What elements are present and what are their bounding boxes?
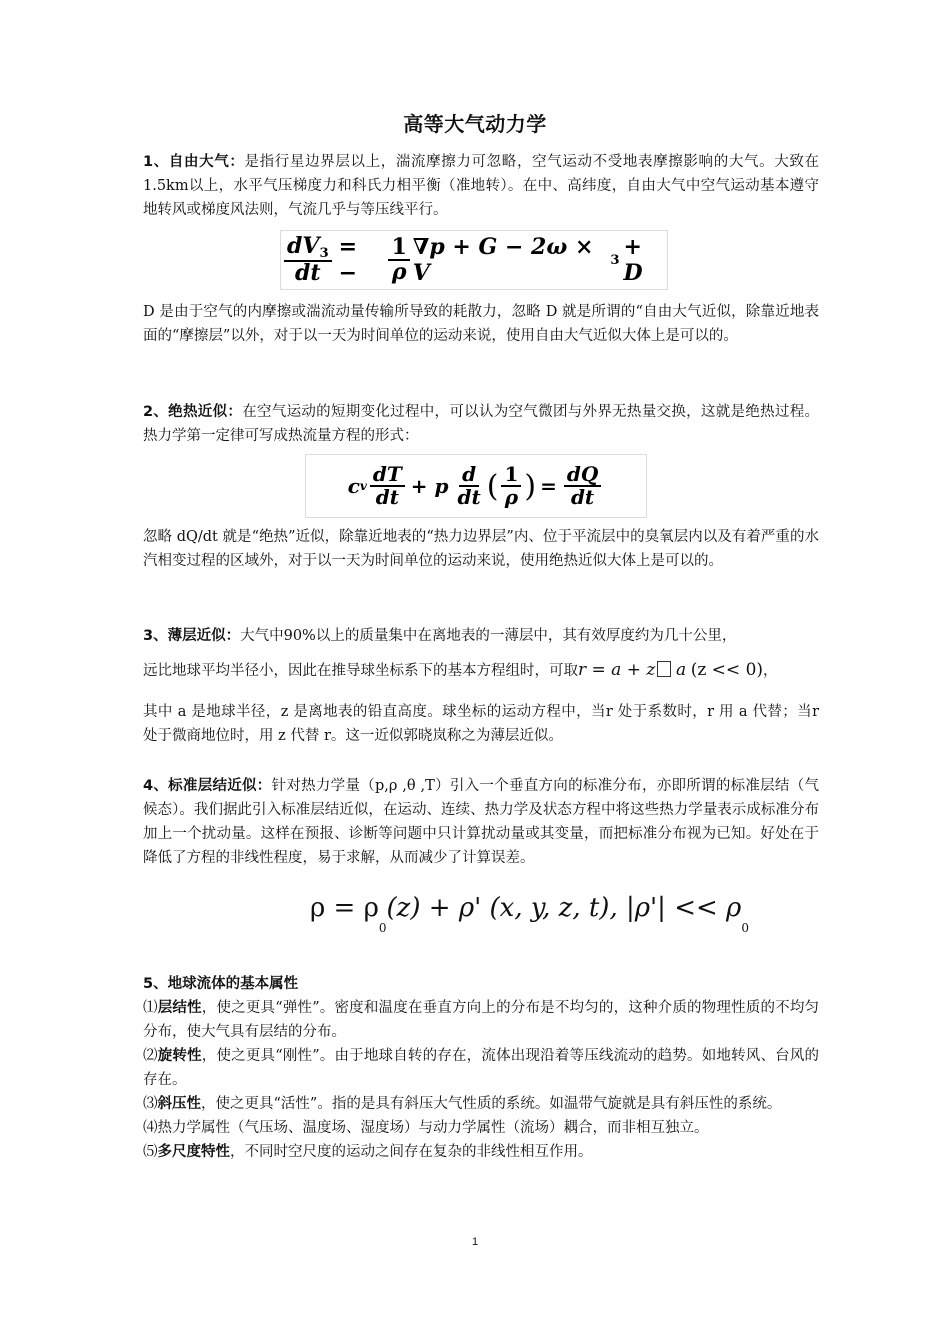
equation-operator: = − <box>338 234 358 286</box>
equation-subscript: 0 <box>378 921 387 935</box>
equation-term: + p <box>410 474 449 498</box>
section-standard-stratification <box>143 774 819 870</box>
equation-subscript: 3 <box>610 252 620 268</box>
list-item <box>143 1140 819 1164</box>
inline-equation: (z << 0) <box>690 660 764 680</box>
section-thin-layer-note <box>143 700 819 748</box>
equation-term: 1 <box>501 464 521 487</box>
section-adiabatic-note <box>143 525 819 573</box>
equation-term: + D <box>623 234 643 286</box>
list-number: ⑸ <box>143 1144 158 1160</box>
section-body: D 是由于空气的内摩擦或湍流动量传输所导致的耗散力，忽略 D 就是所谓的“自由大气近似，除靠近地表面的“摩擦层”以外，对于以一天为时间单位的运动来说，使用自由大气近似大体上是可以的。 <box>143 304 819 344</box>
list-number: ⑵ <box>143 1048 158 1064</box>
fraction <box>564 464 601 508</box>
equation-term: ρ <box>504 485 519 509</box>
list-text: ，不同时空尺度的运动之间存在复杂的非线性相互作用。 <box>230 1144 593 1160</box>
fraction <box>455 464 484 508</box>
list-keyword: 层结性 <box>157 1000 202 1016</box>
list-keyword: 旋转性 <box>157 1048 202 1064</box>
list-text: 热力学属性（气压场、温度场、湿度场）与动力学属性（流场）耦合，而非相互独立。 <box>157 1120 709 1136</box>
equation-term: ρ = ρ <box>310 893 379 923</box>
fraction <box>370 464 405 508</box>
equation-term: dt <box>457 485 481 509</box>
equation-term: dQ <box>564 464 601 487</box>
section-heading: 1、自由大气： <box>143 154 245 170</box>
list-text: ，使之更具“活性”。指的是具有斜压大气性质的系统。如温带气旋就是具有斜压性的系统。 <box>201 1096 782 1112</box>
section-body: 是指行星边界层以上，湍流摩擦力可忽略，空气运动不受地表摩擦影响的大气。大致在1.5km以上，水平气压梯度力和科氏力相平衡（准地转）。在中、高纬度，自由大气中空气运动基本遵守地转风或梯度风法则，气流几乎与等压线平行。 <box>143 154 819 218</box>
list-keyword: 多尺度特性 <box>157 1144 230 1160</box>
equation-term: ∇p + G − 2ω × V <box>412 234 594 286</box>
section-body: ， <box>763 663 778 679</box>
free-atmosphere-equation <box>280 230 668 290</box>
section-heading: 2、绝热近似： <box>143 404 243 420</box>
section-heading: 4、标准层结近似： <box>143 778 272 794</box>
section-body: 针对热力学量（p,ρ ,θ ,T）引入一个垂直方向的标准分布，亦即所谓的标准层结（气候态）。我们据此引入标准层结近似，在运动、连续、热力学及状态方程中将这些热力学量表示成标准分布加上一个扰动量。这样在预报、诊断等问题中只计算扰动量或其变量，而把标准分布视为已知。好处在于降低了方程的非线性程度，易于求解，从而减少了计算误差。 <box>143 778 819 866</box>
list-text: ，使之更具“刚性”。由于地球自转的存在，流体出现沿着等压线流动的趋势。如地转风、台风的存在。 <box>143 1048 820 1088</box>
equation-term: dV <box>287 232 320 259</box>
section-body: 忽略 dQ/dt 就是“绝热”近似，除靠近地表的“热力边界层”内、位于平流层中的臭氧层内以及有着严重的水汽相变过程的区域外，对于以一天为时间单位的运动来说，使用绝热近似大体上是可以的。 <box>143 529 819 569</box>
inline-equation: r = a + z <box>578 660 656 680</box>
fraction <box>388 233 409 285</box>
equation-term: 1 <box>388 236 409 261</box>
section-thin-layer <box>143 624 819 648</box>
equation-term: (z) + ρ' (x, y, z, t), |ρ'| << ρ <box>386 893 742 923</box>
equation-term: c <box>347 474 360 498</box>
page-number: 1 <box>471 1236 479 1248</box>
list-number: ⑶ <box>143 1096 158 1112</box>
list-item <box>143 1044 819 1092</box>
equation-term: d <box>459 464 479 487</box>
open-paren: ( <box>486 468 499 504</box>
list-number: ⑷ <box>143 1120 158 1136</box>
approx-symbol-icon <box>657 661 671 677</box>
section-free-atmosphere <box>143 150 819 222</box>
fraction <box>284 232 332 287</box>
list-text: ，使之更具“弹性”。密度和温度在垂直方向上的分布是不均匀的，这种介质的物理性质的不均匀分布，使大气具有层结的分布。 <box>143 1000 820 1040</box>
equation-term: dT <box>370 464 405 487</box>
equation-term: dt <box>375 485 399 509</box>
equation-term: dt <box>570 485 595 509</box>
equation-subscript: 0 <box>741 921 749 935</box>
section-heading: 5、地球流体的基本属性 <box>143 976 299 992</box>
equation-subscript: v <box>359 479 367 493</box>
equation-subscript: 3 <box>319 245 329 261</box>
inline-equation: a <box>675 660 687 680</box>
list-item <box>143 996 819 1044</box>
section-body: 在空气运动的短期变化过程中，可以认为空气微团与外界无热量交换，这就是绝热过程。热力学第一定律可写成热流量方程的形式： <box>143 404 820 444</box>
section-body: 远比地球平均半径小，因此在推导球坐标系下的基本方程组时，可取 <box>143 663 578 679</box>
equation-term: ρ <box>391 259 407 285</box>
page-title: 高等大气动力学 <box>403 112 547 136</box>
section-heading: 3、薄层近似： <box>143 628 241 644</box>
list-item <box>143 1116 819 1140</box>
list-number: ⑴ <box>143 1000 158 1016</box>
section-free-atmosphere-note <box>143 300 819 348</box>
section-thin-layer-line2 <box>143 658 819 683</box>
list-keyword: 斜压性 <box>157 1096 201 1112</box>
fraction <box>501 464 521 508</box>
list-item <box>143 1092 819 1116</box>
standard-stratification-equation <box>310 893 749 935</box>
equation-term: dt <box>295 260 321 287</box>
section-fluid-properties <box>143 972 819 1164</box>
section-body: 大气中90%以上的质量集中在离地表的一薄层中，其有效厚度约为几十公里， <box>240 628 737 644</box>
section-adiabatic <box>143 400 819 448</box>
equation-operator: = <box>540 474 557 498</box>
heat-flow-equation <box>305 454 647 518</box>
section-body: 其中 a 是地球半径，z 是离地表的铅直高度。球坐标的运动方程中，当r 处于系数时，r 用 a 代替；当r 处于微商地位时，用 z 代替 r。这一近似郭晓岚称之为薄层近似。 <box>143 704 819 744</box>
close-paren: ) <box>524 468 537 504</box>
